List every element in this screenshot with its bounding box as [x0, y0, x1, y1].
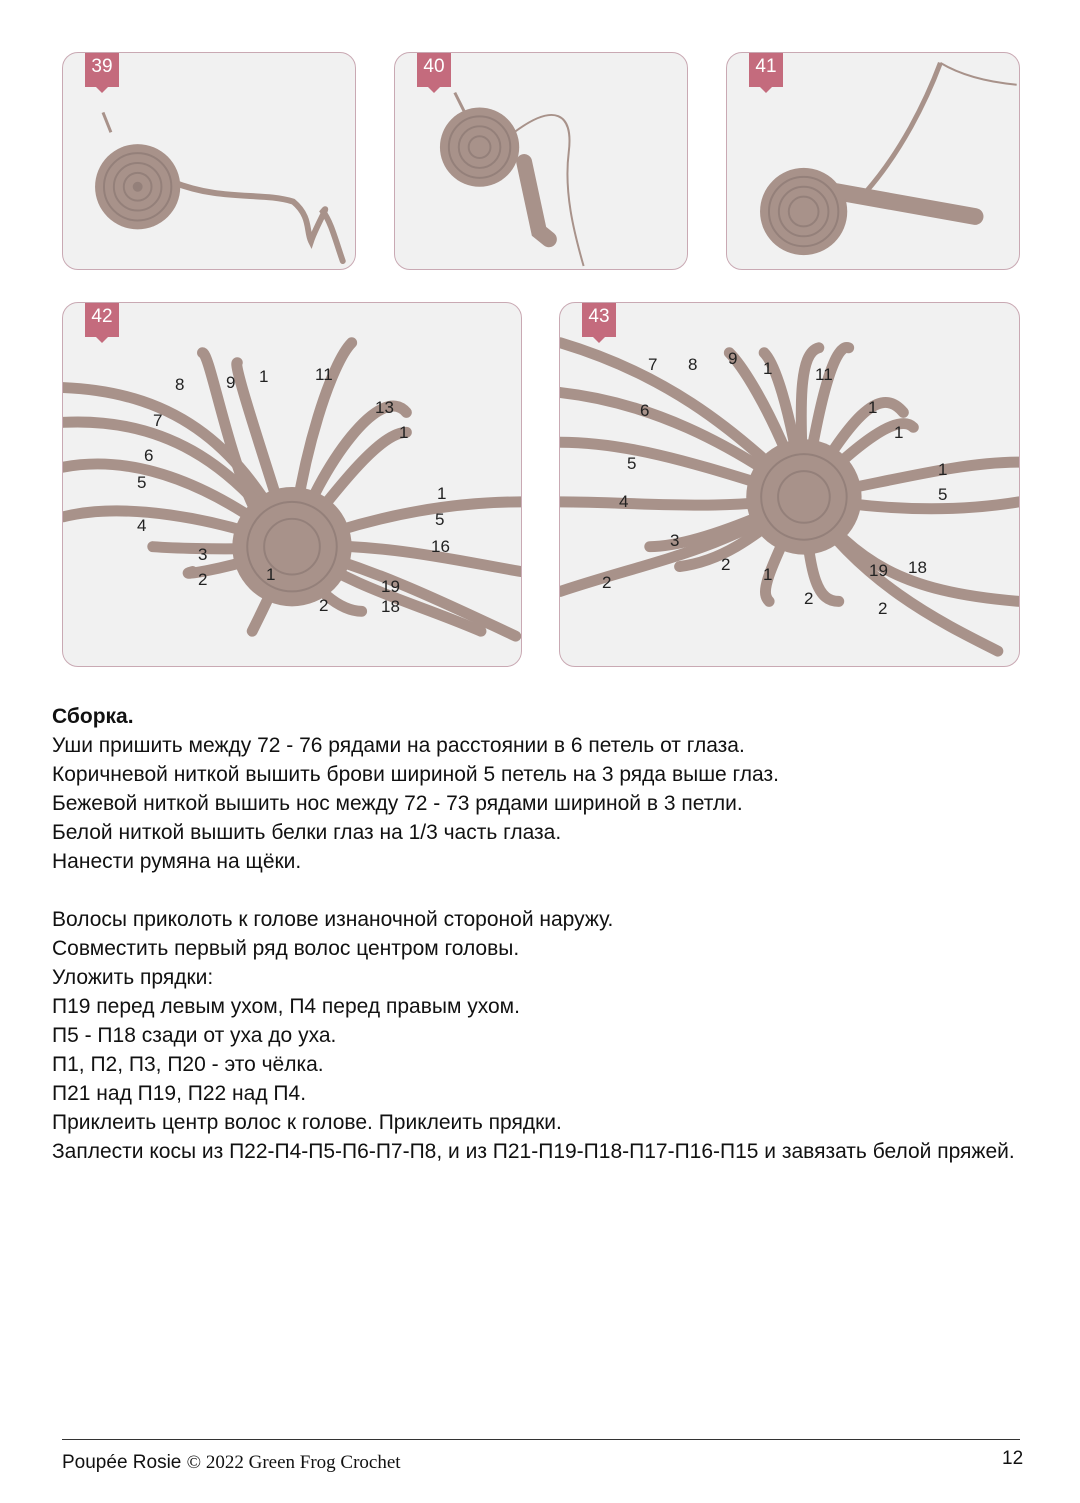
strand-label: 1 [266, 565, 276, 584]
strand-label: 11 [315, 365, 333, 384]
instruction-line: П1, П2, П3, П20 - это чёлка. [52, 1053, 324, 1076]
step-badge: 40 [417, 53, 451, 87]
instruction-line: Совместить первый ряд волос центром головы. [52, 937, 520, 960]
photo-step-43 [559, 302, 1020, 667]
strand-label: 1 [868, 398, 878, 417]
strand-label: 2 [319, 596, 329, 615]
photo-step-39 [62, 52, 356, 270]
instruction-line: Нанести румяна на щёки. [52, 850, 302, 873]
instruction-line: П19 перед левым ухом, П4 перед правым ухом. [52, 995, 520, 1018]
strand-label: 2 [804, 589, 814, 608]
crochet-hair-strands-illustration [560, 303, 1019, 666]
footer-credit [62, 1452, 401, 1474]
instruction-line: Уложить прядки: [52, 966, 214, 989]
instruction-line: Коричневой ниткой вышить брови шириной 5 петель на 3 ряда выше глаз. [52, 763, 779, 786]
page-number: 12 [1002, 1448, 1024, 1469]
strand-label: 16 [431, 537, 450, 556]
strand-label: 1 [894, 423, 904, 442]
strand-label: 4 [137, 516, 147, 535]
strand-label: 6 [144, 446, 154, 465]
instruction-line: Заплести косы из П22-П4-П5-П6-П7-П8, и из П21-П19-П18-П17-П16-П15 и завязать белой пряжей. [52, 1140, 1015, 1163]
footer-brand: Poupée Rosie [62, 1452, 182, 1473]
strand-label: 5 [435, 510, 445, 529]
strand-label: 7 [648, 355, 658, 374]
strand-label: 13 [375, 398, 394, 417]
step-badge: 42 [85, 303, 119, 337]
strand-label: 7 [153, 411, 163, 430]
strand-label: 5 [627, 454, 637, 473]
footer-divider [62, 1439, 1020, 1440]
strand-label: 6 [640, 401, 650, 420]
strand-label: 18 [908, 558, 927, 577]
strand-label: 4 [619, 492, 629, 511]
strand-label: 2 [721, 555, 731, 574]
strand-label: 8 [688, 355, 698, 374]
assembly-instructions [52, 702, 1062, 1166]
photo-step-42 [62, 302, 522, 667]
instruction-line: Приклеить центр волос к голове. Приклеить прядки. [52, 1111, 562, 1134]
photo-step-41 [726, 52, 1020, 270]
strand-label: 1 [763, 359, 773, 378]
strand-label: 1 [763, 565, 773, 584]
instruction-line: П5 - П18 сзади от уха до уха. [52, 1024, 337, 1047]
strand-label: 1 [399, 423, 409, 442]
strand-label: 5 [137, 473, 147, 492]
strand-label: 9 [226, 373, 236, 392]
crochet-hair-strands-illustration [63, 303, 521, 666]
instruction-line: П21 над П19, П22 над П4. [52, 1082, 307, 1105]
strand-label: 3 [198, 545, 208, 564]
instruction-line: Волосы приколоть к голове изнаночной стороной наружу. [52, 908, 614, 931]
footer-copyright: © 2022 Green Frog Crochet [186, 1452, 401, 1473]
strand-label: 18 [381, 597, 400, 616]
strand-label: 1 [259, 367, 269, 386]
strand-label: 1 [938, 460, 948, 479]
strand-label: 19 [869, 561, 888, 580]
step-badge: 41 [749, 53, 783, 87]
strand-label: 3 [670, 531, 680, 550]
strand-label: 8 [175, 375, 185, 394]
strand-label: 9 [728, 349, 738, 368]
photo-step-40 [394, 52, 688, 270]
strand-label: 1 [437, 484, 447, 503]
strand-label: 11 [815, 365, 833, 384]
strand-label: 2 [602, 573, 612, 592]
strand-label: 2 [878, 599, 888, 618]
instruction-line: Уши пришить между 72 - 76 рядами на расстоянии в 6 петель от глаза. [52, 734, 745, 757]
instruction-line: Белой ниткой вышить белки глаз на 1/3 часть глаза. [52, 821, 562, 844]
strand-label: 19 [381, 577, 400, 596]
step-badge: 39 [85, 53, 119, 87]
instruction-line: Бежевой ниткой вышить нос между 72 - 73 рядами шириной в 3 петли. [52, 792, 743, 815]
section-title: Сборка. [52, 705, 134, 728]
step-badge: 43 [582, 303, 616, 337]
strand-label: 5 [938, 485, 948, 504]
strand-label: 2 [198, 570, 208, 589]
